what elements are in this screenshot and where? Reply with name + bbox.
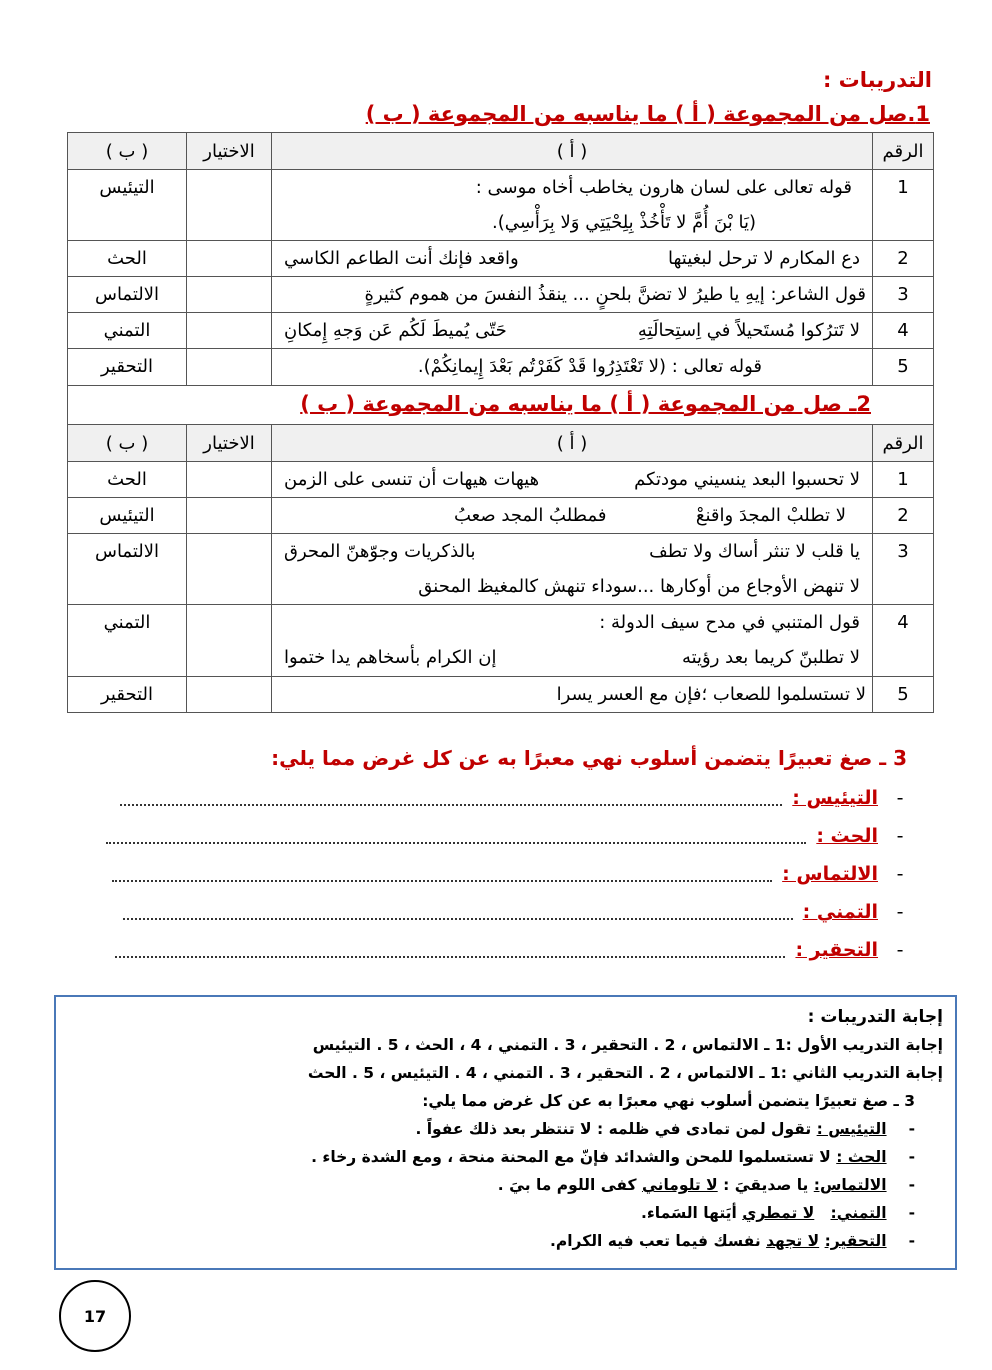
dash: - <box>896 787 904 809</box>
answer-label: التيئيس : <box>816 1120 887 1138</box>
row-b: التحقير <box>68 349 187 386</box>
row-b: التيئيس <box>68 170 187 241</box>
row-num: 3 <box>873 277 934 313</box>
dash: - <box>896 901 904 923</box>
verse-third: لا تنهض الأوجاع من أوكارها ...سوداء تنهش كالمغيظ المحنق <box>418 576 860 597</box>
choice-cell[interactable] <box>187 241 272 277</box>
purpose-label: الحث : <box>816 825 878 847</box>
header-a: ( أ ) <box>272 133 873 170</box>
exercise-1-table <box>67 132 934 424</box>
answer-line-urging[interactable] <box>0 817 912 855</box>
table-row <box>68 534 934 605</box>
answer-line-wish[interactable] <box>0 893 912 931</box>
answer-pre: يا صديقيَ : <box>723 1176 809 1194</box>
row-a: لا تستسلموا للصعاب ؛فإن مع العسر يسرا <box>272 677 873 713</box>
row-num: 5 <box>873 677 934 713</box>
row-a: قوله تعالى : (لا تَعْتَذِرُوا قَدْ كَفَرْتُم بَعْدَ إِيمانِكُمْ). <box>272 349 873 386</box>
table-row <box>68 677 934 713</box>
header-b: ( ب ) <box>68 425 187 462</box>
answer-text: نفسك فيما تعب فيه الكرام. <box>549 1232 761 1250</box>
choice-cell[interactable] <box>187 677 272 713</box>
dotted-line <box>120 790 782 806</box>
row-num: 1 <box>873 462 934 498</box>
exercise-2-table <box>67 424 934 713</box>
answer-text: لا تستسلموا للمحن والشدائد فإنّ مع المحنة منحة ، ومع الشدة رخاء . <box>311 1148 831 1166</box>
exercise-3-heading: 3 ـ صغ تعبيرًا يتضمن أسلوب نهي معبرًا به عن كل غرض مما يلي: <box>271 746 907 770</box>
answer-text: أيَتها السَماء. <box>640 1204 737 1222</box>
verse-second: بالذكريات وجوّهنّ المحرق <box>284 541 476 562</box>
choice-cell[interactable] <box>187 170 272 241</box>
answers-box <box>54 995 957 1270</box>
dash: - <box>908 1232 915 1250</box>
table-row <box>68 349 934 386</box>
row-b: التحقير <box>68 677 187 713</box>
row-text: (يَا بْنَ أُمَّ لا تَأْخُذْ بِلِحْيَتِي وَلا بِرَأْسِي). <box>492 212 756 233</box>
answer-underlined: لا تمطري <box>742 1204 815 1222</box>
answer-label: التحقير: <box>824 1232 887 1250</box>
answer-label: الحث : <box>836 1148 887 1166</box>
table-header <box>68 133 934 170</box>
answer-label: التمني: <box>830 1204 887 1222</box>
page-number: 17 <box>59 1280 131 1352</box>
row-num: 3 <box>873 534 934 605</box>
answer-q3: 3 ـ صغ تعبيرًا يتضمن أسلوب نهي معبرًا به عن كل غرض مما يلي: <box>422 1092 915 1110</box>
table-row <box>68 170 934 241</box>
row-b: التيئيس <box>68 498 187 534</box>
dash: - <box>908 1204 915 1222</box>
page-title: التدريبات : <box>822 68 932 92</box>
table-row <box>68 605 934 677</box>
row-num: 2 <box>873 498 934 534</box>
choice-cell[interactable] <box>187 534 272 605</box>
header-choice: الاختيار <box>187 425 272 462</box>
dotted-line <box>112 866 772 882</box>
row-b: الحث <box>68 462 187 498</box>
answer-text: تقول لمن تمادى في ظلمه : لا تنتظر بعد ذلك عفواً . <box>415 1120 812 1138</box>
choice-cell[interactable] <box>187 349 272 386</box>
answer-label: الالتماس: <box>813 1176 887 1194</box>
row-b: التمني <box>68 605 187 677</box>
table-row <box>68 313 934 349</box>
verse-second: هيهات هيهات أن تنسى على الزمن <box>284 469 540 490</box>
answer-item <box>56 1115 955 1143</box>
row-text: قوله تعالى على لسان هارون يخاطب أخاه موسى : <box>475 177 852 198</box>
dotted-line <box>106 828 806 844</box>
purpose-label: التمني : <box>802 901 878 923</box>
verse-first: لا تطلبنّ كريما بعد رؤيته <box>681 647 860 668</box>
choice-cell[interactable] <box>187 277 272 313</box>
row-num: 4 <box>873 605 934 677</box>
dash: - <box>896 939 904 961</box>
verse-first: دع المكارم لا ترحل لبغيتها <box>667 248 860 269</box>
row-b: الحث <box>68 241 187 277</box>
table-row <box>68 241 934 277</box>
verse-first: يا قلب لا تنثر أساك ولا تطف <box>649 541 860 562</box>
row-a <box>272 241 873 277</box>
header-b: ( ب ) <box>68 133 187 170</box>
dash: - <box>908 1148 915 1166</box>
verse-second: واقعد فإنك أنت الطاعم الكاسي <box>284 248 519 269</box>
dash: - <box>908 1176 915 1194</box>
answer-text: كفى اللوم ما بيَ . <box>497 1176 637 1194</box>
row-a <box>272 534 873 605</box>
dash: - <box>896 863 904 885</box>
dotted-line <box>115 942 785 958</box>
row-text: قول المتنبي في مدح سيف الدولة : <box>599 612 860 633</box>
answer-line-contempt[interactable] <box>0 931 912 969</box>
row-a <box>272 498 873 534</box>
row-a <box>272 170 873 241</box>
header-choice: الاختيار <box>187 133 272 170</box>
answer-line-despair[interactable] <box>0 779 912 817</box>
row-b: الالتماس <box>68 277 187 313</box>
row-a: قول الشاعر: إيهِ يا طيرُ لا تضنَّ بلحنٍ ... ينقذُ النفسَ من هموم كثيرةٍ <box>272 277 873 313</box>
table-row <box>68 462 934 498</box>
dash: - <box>908 1120 915 1138</box>
purpose-label: التيئيس : <box>792 787 878 809</box>
row-b: الالتماس <box>68 534 187 605</box>
answer-line-request[interactable] <box>0 855 912 893</box>
choice-cell[interactable] <box>187 498 272 534</box>
verse-second: فمطلبُ المجد صعبُ <box>454 505 607 526</box>
table-row <box>68 498 934 534</box>
row-b: التمني <box>68 313 187 349</box>
verse-first: لا تَترُكوا مُستَحيلاً في اِستِحالَتِهِ <box>637 320 860 341</box>
row-a <box>272 605 873 677</box>
answer-underlined: لا تجهد <box>766 1232 820 1250</box>
row-num: 4 <box>873 313 934 349</box>
exercise-1-heading: 1.صل من المجموعة ( أ ) ما يناسبه من المجموعة ( ب ) <box>365 102 930 126</box>
table-header <box>68 425 934 462</box>
verse-first: لا تحسبوا البعد ينسيني مودتكم <box>634 469 860 490</box>
row-a <box>272 462 873 498</box>
answer-first: إجابة التدريب الأول :1 ـ الالتماس ، 2 . التحقير ، 3 . التمني ، 4 ، الحث ، 5 . التيئيس <box>312 1036 943 1054</box>
row-a <box>272 313 873 349</box>
answer-item <box>56 1171 955 1199</box>
choice-cell[interactable] <box>187 462 272 498</box>
answer-item <box>56 1227 955 1255</box>
verse-first: لا تطلبْ المجدَ واقنعْ <box>695 505 846 526</box>
table-row <box>68 277 934 313</box>
section-row <box>68 386 934 425</box>
header-num: الرقم <box>873 133 934 170</box>
exercise-2-heading: 2ـ صل من المجموعة ( أ ) ما يناسبه من المجموعة ( ب ) <box>300 392 871 416</box>
answer-second: إجابة التدريب الثاني :1 ـ الالتماس ، 2 . التحقير ، 3 . التمني ، 4 . التيئيس ، 5 . الحث <box>307 1064 943 1082</box>
purpose-label: الالتماس : <box>782 863 878 885</box>
header-num: الرقم <box>873 425 934 462</box>
answer-item <box>56 1143 955 1171</box>
answer-item <box>56 1199 955 1227</box>
row-num: 1 <box>873 170 934 241</box>
dotted-line <box>123 904 793 920</box>
purpose-label: التحقير : <box>795 939 878 961</box>
choice-cell[interactable] <box>187 313 272 349</box>
choice-cell[interactable] <box>187 605 272 677</box>
verse-second: إن الكرام بأسخاهم يدا ختموا <box>284 647 497 668</box>
verse-second: حَتّى يُميطَ لَكُم عَن وَجهِ إِمكانِ <box>284 320 507 341</box>
answers-title: إجابة التدريبات : <box>807 1007 943 1027</box>
header-a: ( أ ) <box>272 425 873 462</box>
row-num: 5 <box>873 349 934 386</box>
row-num: 2 <box>873 241 934 277</box>
answer-underlined: لا تلوماني <box>641 1176 718 1194</box>
dash: - <box>896 825 904 847</box>
